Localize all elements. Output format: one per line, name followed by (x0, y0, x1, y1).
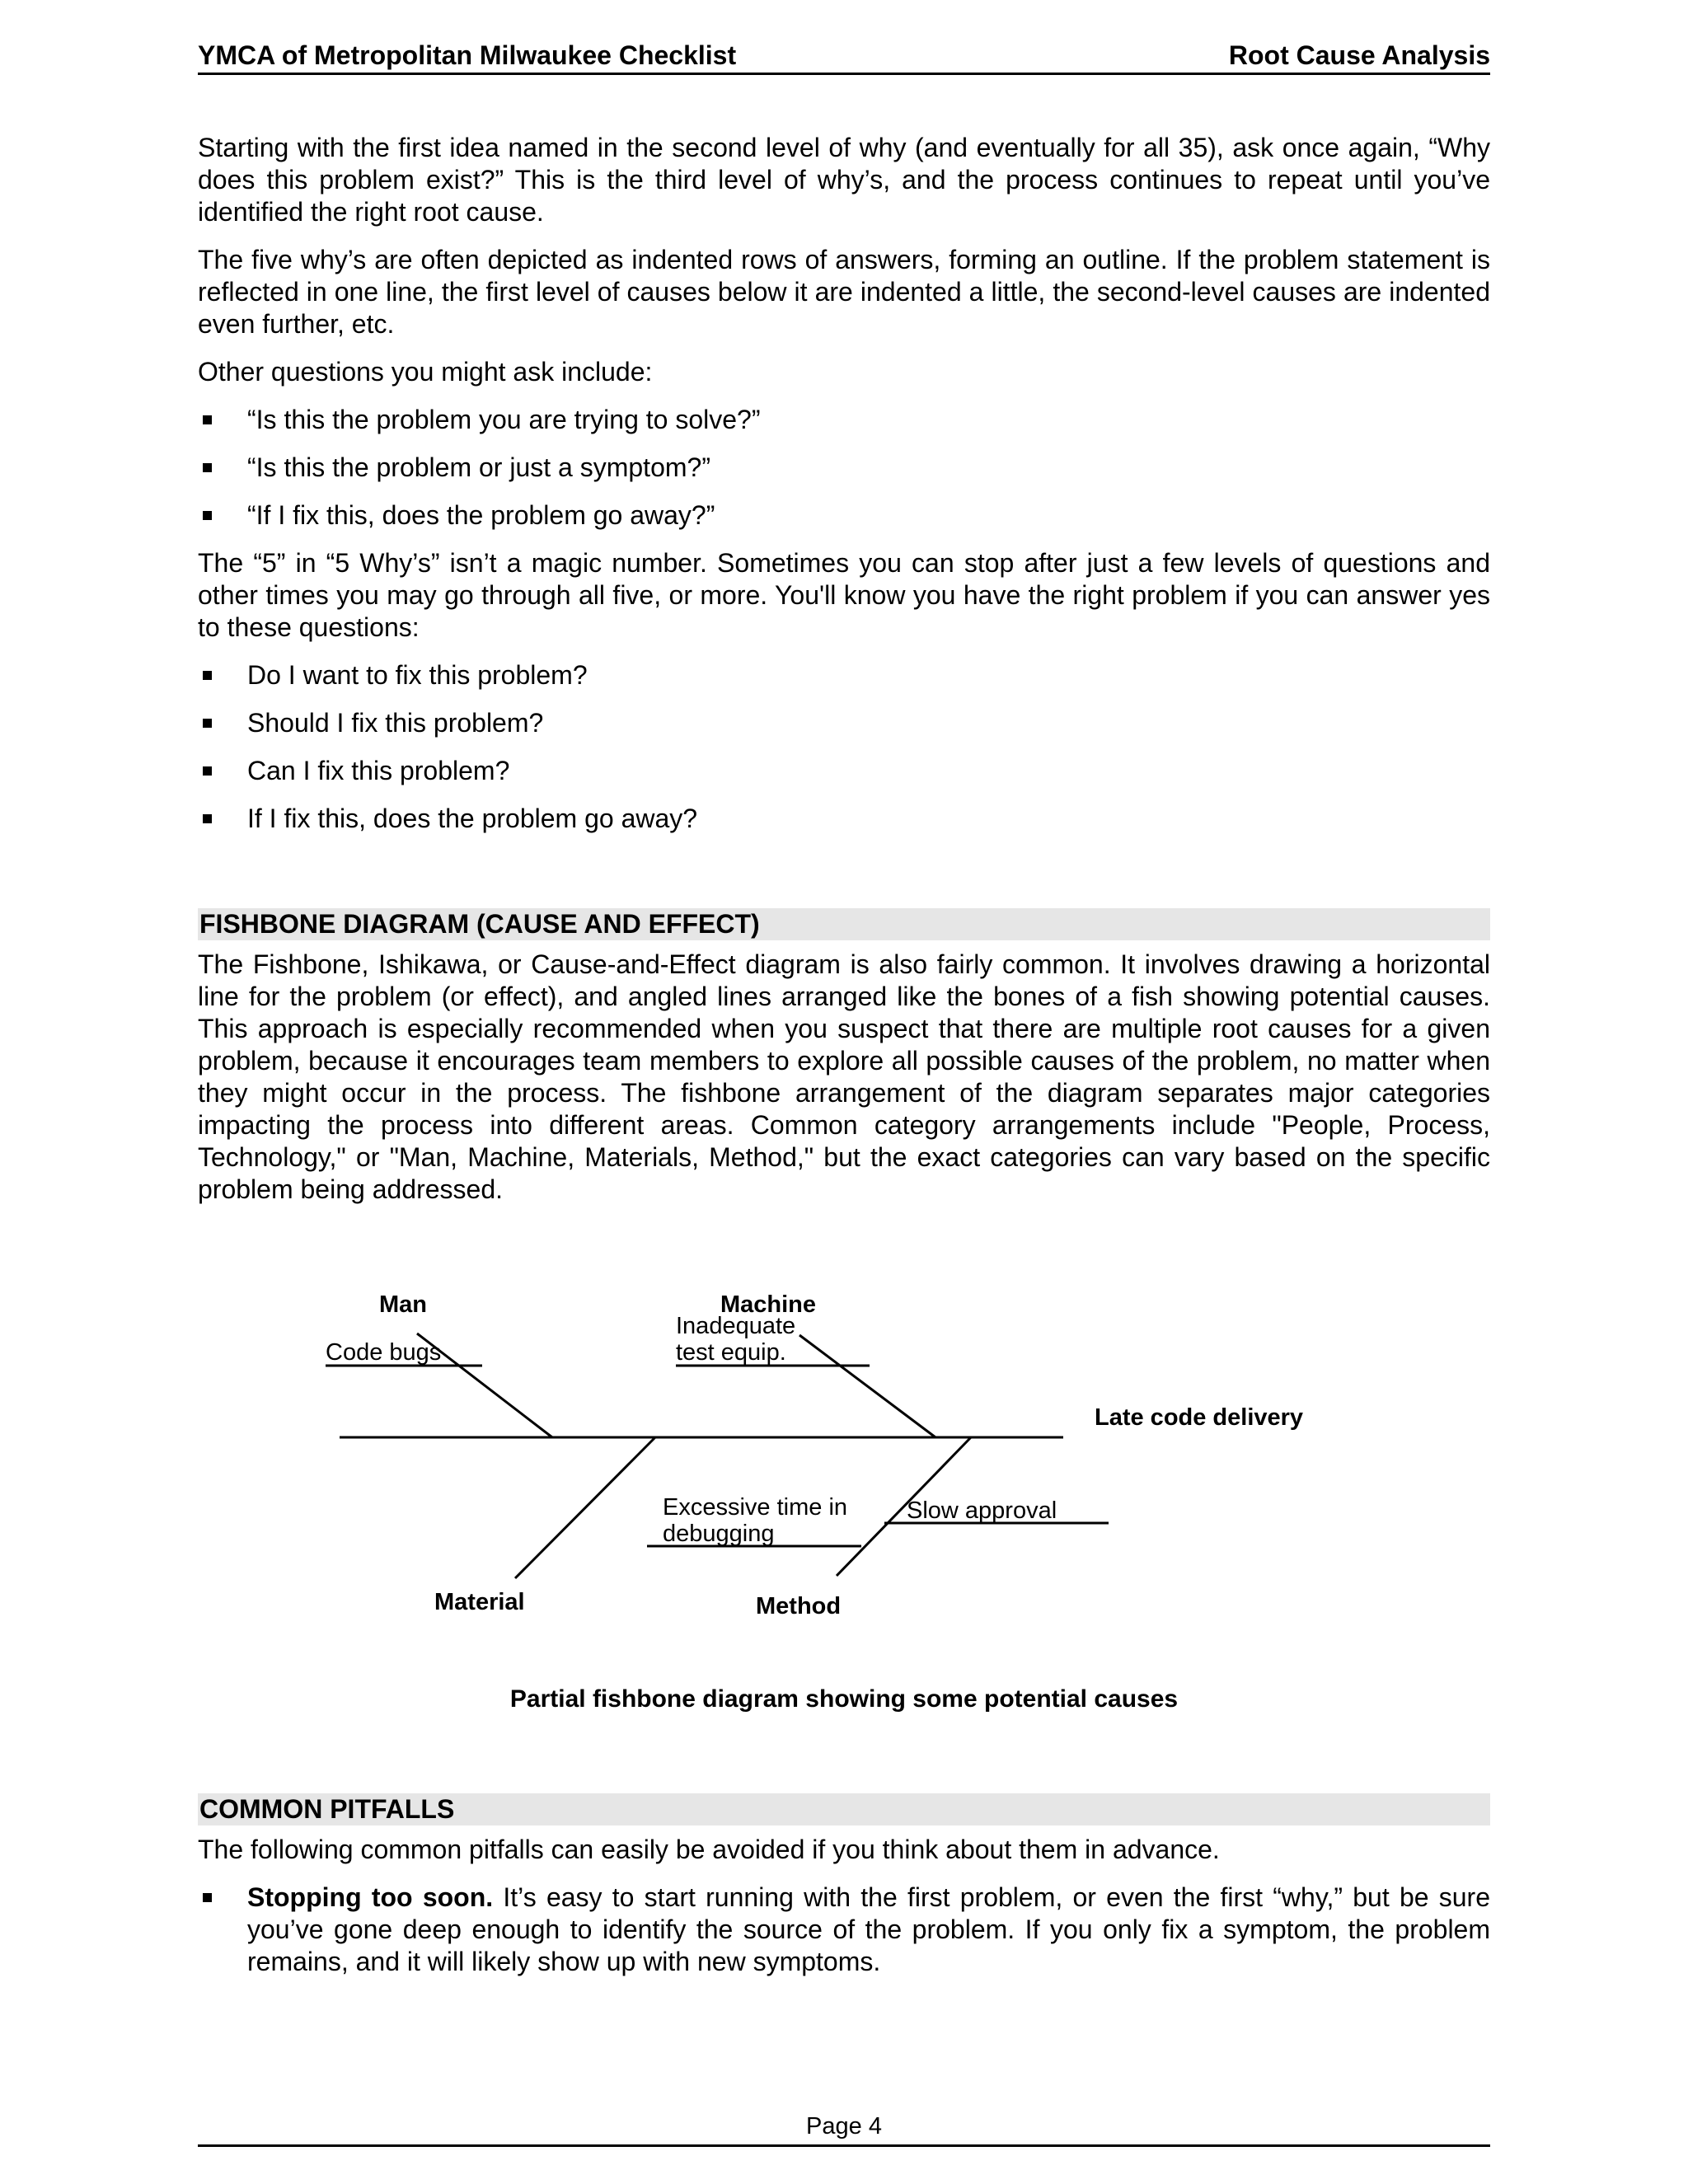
bullet-square-icon (203, 671, 212, 680)
list-item: “If I fix this, does the problem go away?” (198, 499, 1490, 532)
page-number: Page 4 (806, 2113, 882, 2139)
bullet-square-icon (203, 766, 212, 776)
bullet-square-icon (203, 814, 212, 823)
list-item: Do I want to fix this problem? (198, 659, 1490, 691)
pitfalls-list (198, 1882, 1490, 1978)
intro-paragraph-2: The five why’s are often depicted as indented rows of answers, forming an outline. If the problem statement is reflected in one line, the first level of causes below it are indented a little, the second-level causes are indented even further, etc. (198, 245, 1490, 339)
pitfalls-heading: COMMON PITFALLS (198, 1793, 1490, 1825)
category-machine: Machine (720, 1291, 817, 1318)
list-item: Should I fix this problem? (198, 707, 1490, 739)
bullet-square-icon (203, 415, 212, 424)
pitfall-title: Stopping too soon. (247, 1882, 494, 1912)
diagram-caption: Partial fishbone diagram showing some potential causes (509, 1685, 1179, 1713)
intro-paragraph-1: Starting with the first idea named in the second level of why (and eventually for all 35), ask once again, “Why does this problem exist?” This is the third level of why’s, and the process continues to repeat until you’ve identified the right root cause. (198, 133, 1490, 227)
bullet-square-icon (203, 511, 212, 520)
cause-test-equip-line2: test equip. (676, 1339, 786, 1366)
intro-paragraph-3: Other questions you might ask include: (198, 357, 653, 387)
page-body (198, 132, 1490, 1994)
page-header (198, 40, 1490, 75)
list-item (198, 1882, 1490, 1978)
material-bone (515, 1437, 655, 1578)
cause-test-equip-line1: Inadequate (676, 1313, 796, 1339)
effect-label: Late code delivery (1095, 1404, 1304, 1431)
page-footer (198, 2110, 1490, 2147)
list-item: Can I fix this problem? (198, 755, 1490, 787)
intro-paragraph-4: The “5” in “5 Why’s” isn’t a magic number. Sometimes you can stop after just a few levels of questions and other times you may go through all five, or more. You'll know you have the right problem if you can answer yes to these questions: (198, 548, 1490, 642)
cause-code-bugs: Code bugs (326, 1339, 442, 1366)
header-section: Root Cause Analysis (1228, 40, 1490, 70)
fishbone-heading: FISHBONE DIAGRAM (CAUSE AND EFFECT) (198, 908, 1490, 940)
check-list (198, 659, 1490, 835)
fishbone-diagram (198, 1221, 1490, 1683)
category-man: Man (379, 1291, 427, 1318)
pitfalls-intro: The following common pitfalls can easily be avoided if you think about them in advance. (198, 1835, 1220, 1864)
category-material: Material (434, 1589, 525, 1615)
pitfall-text: It’s easy to start running with the first problem, or even the first “why,” but be sure you’ve gone deep enough to identify the source of the problem. If you only fix a symptom, the problem remains, and it will likely show up with new symptoms. (247, 1882, 1491, 1976)
machine-bone (799, 1335, 935, 1437)
cause-debug-line1: Excessive time in (663, 1494, 848, 1521)
bullet-square-icon (203, 463, 212, 472)
category-method: Method (756, 1593, 842, 1619)
list-item: “Is this the problem or just a symptom?” (198, 452, 1490, 484)
bullet-square-icon (203, 1893, 212, 1902)
list-item: “Is this the problem you are trying to solve?” (198, 404, 1490, 436)
header-title: YMCA of Metropolitan Milwaukee Checklist (198, 40, 737, 70)
cause-debug-line2: debugging (663, 1521, 775, 1547)
fishbone-paragraph: The Fishbone, Ishikawa, or Cause-and-Effect diagram is also fairly common. It involves drawing a horizontal line for the problem (or effect), and angled lines arranged like the bones of a fish showing potential causes. This approach is especially recommended when you suspect that there are multiple root causes for a given problem, because it encourages team members to explore all possible causes of the problem, no matter when they might occur in the process. The fishbone arrangement of the diagram separates major categories impacting the process into different areas. Common category arrangements include "People, Process, Technology," or "Man, Machine, Materials, Method," but the exact categories can vary based on the specific problem being addressed. (198, 949, 1490, 1204)
bullet-square-icon (203, 719, 212, 728)
cause-slow-approval: Slow approval (907, 1497, 1057, 1524)
list-item: If I fix this, does the problem go away? (198, 803, 1490, 835)
question-list (198, 404, 1490, 532)
